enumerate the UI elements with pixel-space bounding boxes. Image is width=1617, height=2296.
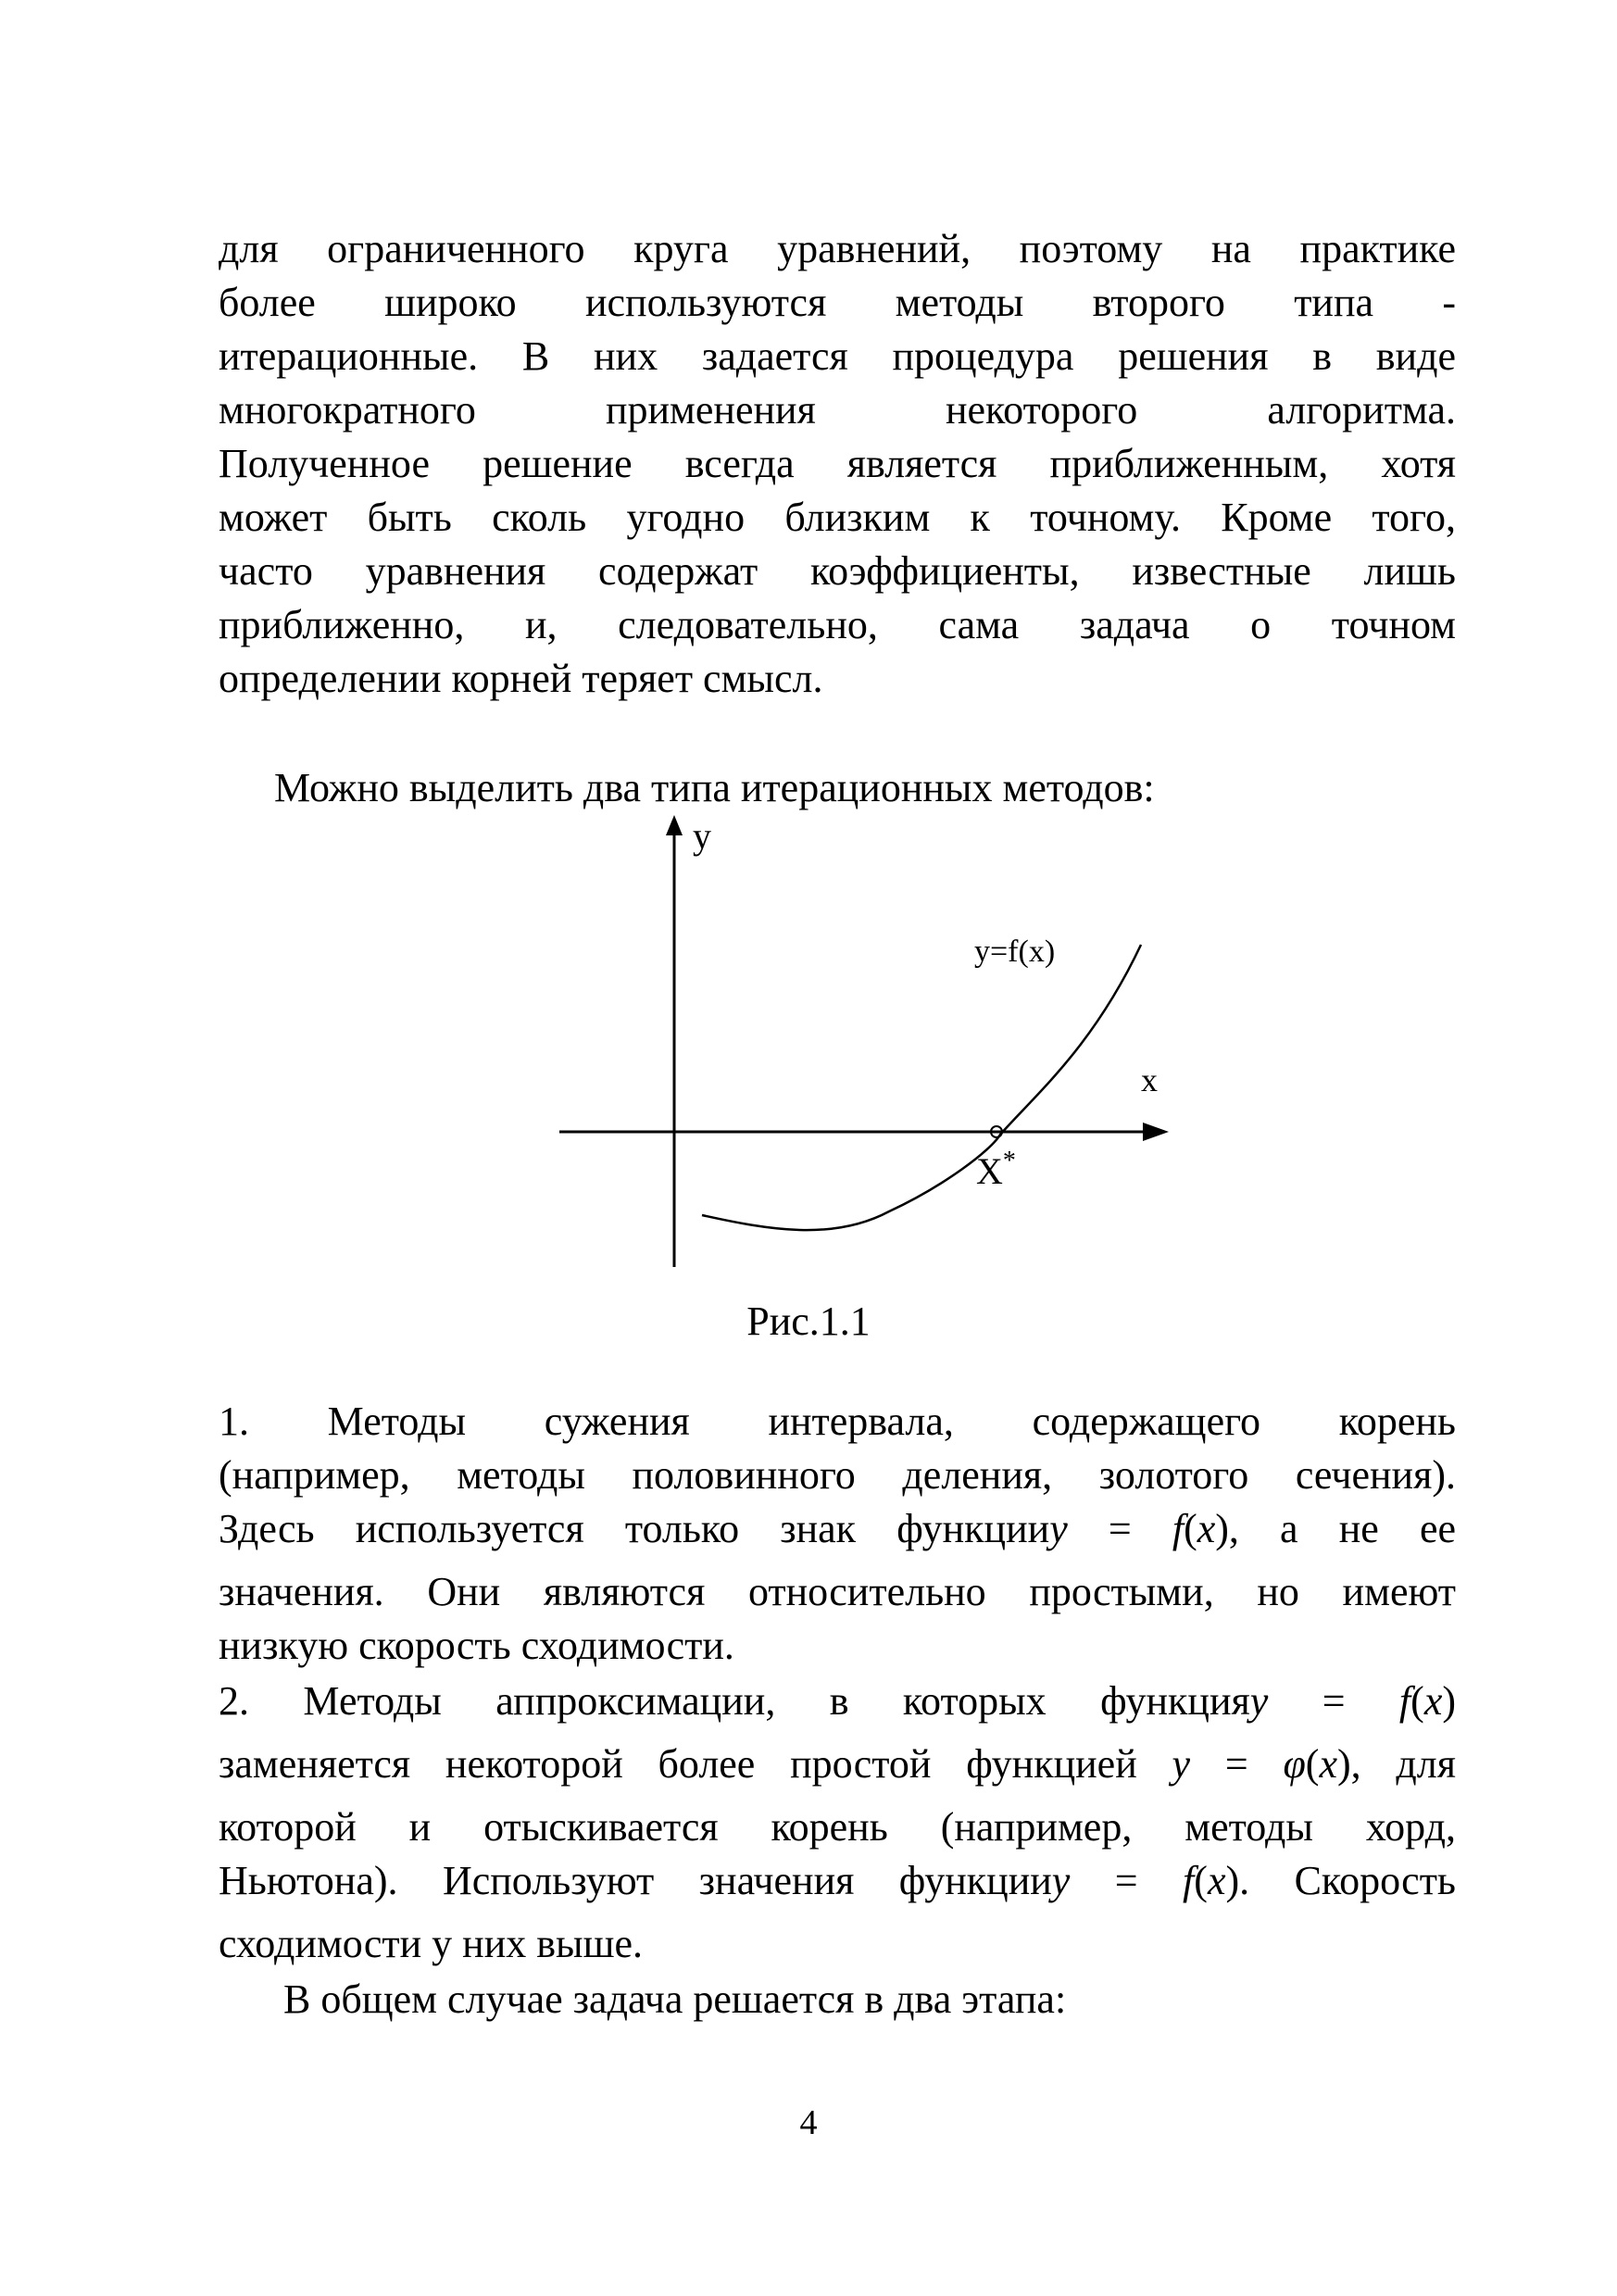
text-line: сходимости у них выше. [219, 1921, 644, 1966]
y-axis-label: y [693, 815, 711, 857]
text-line [219, 1854, 1456, 1917]
text-line: значения. Они являются относительно простыми, но имеют [219, 1569, 1456, 1614]
final-sentence: В общем случае задача решается в два этапа: [283, 1976, 1067, 2022]
text-line: 1. Методы сужения интервала, содержащего корень [219, 1399, 1456, 1444]
text-fragment: Здесь используется только знак функции [219, 1506, 1050, 1551]
list-item-2 [219, 1675, 1456, 1971]
text-line: может быть сколь угодно близким к точному. Кроме того, [219, 495, 1456, 540]
text-line [219, 1675, 1456, 1738]
y-axis-arrow-icon [666, 815, 683, 835]
text-line: многократного применения некоторого алгоритма. [219, 387, 1456, 433]
text-fragment: , для [1350, 1741, 1456, 1787]
text-fragment: 2. Методы аппроксимации, в которых функция [219, 1678, 1250, 1724]
text-line: часто уравнения содержат коэффициенты, известные лишь [219, 548, 1456, 594]
text-line [219, 1502, 1456, 1565]
formula-y-eq-f-x: y = f(x) [1051, 1858, 1240, 1903]
formula-y-eq-f-x: y = f(x) [1049, 1506, 1229, 1551]
list-item-1 [219, 1395, 1456, 1673]
text-fragment: Ньютона). Используют значения функции [219, 1858, 1052, 1903]
text-fragment: заменяется некоторой более простой функцией [219, 1741, 1137, 1787]
text-fragment: , а не ее [1228, 1506, 1456, 1551]
text-line: приближенно, и, следовательно, сама задача о точном [219, 602, 1456, 647]
text-line: Полученное решение всегда является приближенным, хотя [219, 441, 1456, 486]
text-line: определении корней теряет смысл. [219, 656, 823, 701]
function-graph-figure [0, 815, 1617, 1297]
function-curve [702, 945, 1141, 1230]
text-line [219, 1738, 1456, 1800]
text-fragment: . Скорость [1239, 1858, 1456, 1903]
text-line: итерационные. В них задается процедура решения в виде [219, 333, 1456, 379]
methods-intro: Можно выделить два типа итерационных методов: [274, 765, 1155, 810]
x-axis-label: x [1141, 1061, 1158, 1098]
text-line: которой и отыскивается корень (например, методы хорд, [219, 1804, 1456, 1850]
text-line: (например, методы половинного деления, золотого сечения). [219, 1452, 1456, 1498]
figure-caption: Рис.1.1 [746, 1299, 871, 1344]
curve-label: y=f(x) [974, 935, 1056, 969]
text-line: низкую скорость сходимости. [219, 1623, 734, 1668]
page-number: 4 [799, 2103, 818, 2142]
text-line: более широко используются методы второго типа - [219, 280, 1456, 325]
root-label: X* [976, 1147, 1016, 1192]
formula-y-eq-f-x: y = f(x) [1249, 1678, 1456, 1724]
x-axis-arrow-icon [1143, 1123, 1169, 1141]
paragraph-intro [219, 222, 1456, 706]
formula-y-eq-phi-x: y = φ(x) [1172, 1741, 1351, 1787]
text-line: для ограниченного круга уравнений, поэтому на практике [219, 226, 1456, 271]
